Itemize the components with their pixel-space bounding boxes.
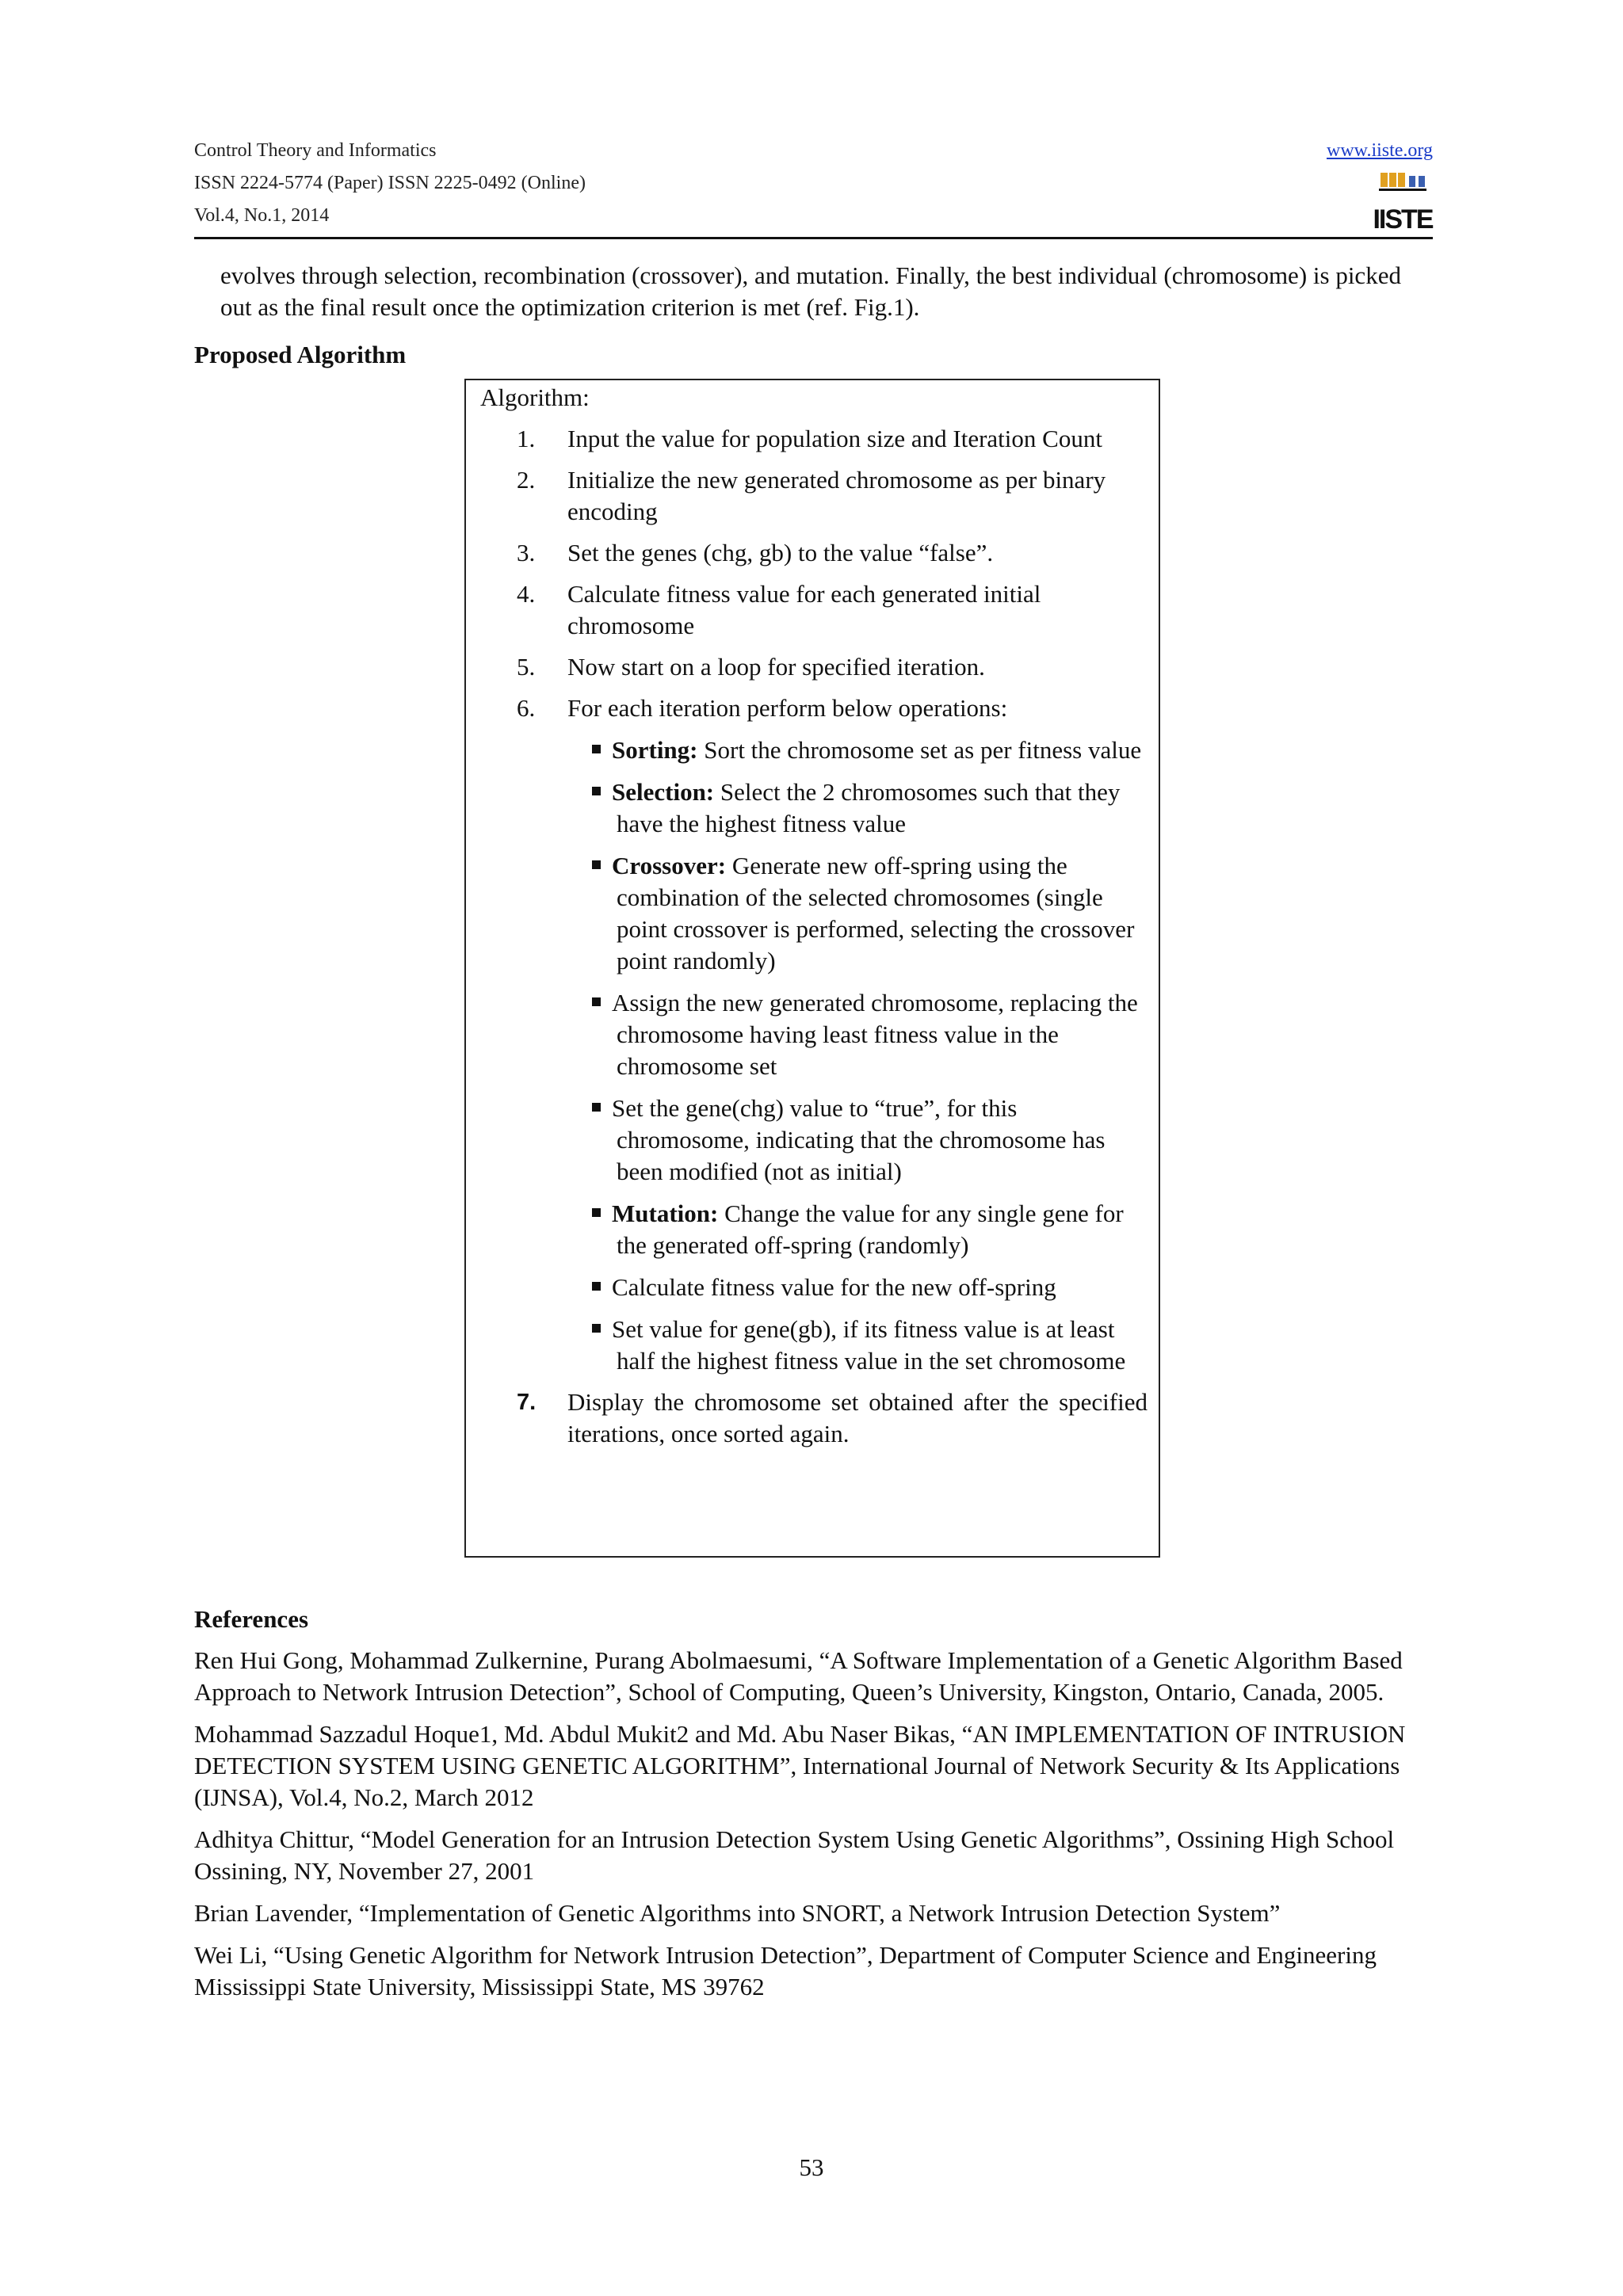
step-text: Set the genes (chg, gb) to the value “false”. [567, 539, 994, 566]
step-number: 6. [517, 694, 536, 722]
operation-label: Selection: [612, 778, 715, 806]
bullet-square-icon [592, 1103, 601, 1112]
journal-url-link[interactable]: www.iiste.org [1327, 140, 1433, 161]
bullet-square-icon [592, 1282, 601, 1291]
section-title: Proposed Algorithm [194, 341, 407, 368]
operation-item [567, 776, 1148, 840]
references-title: References [194, 1605, 309, 1633]
algorithm-title: Algorithm: [480, 383, 590, 411]
step-text: Input the value for population size and Iteration Count [567, 425, 1102, 452]
bullet-square-icon [592, 787, 601, 795]
algorithm-step [480, 464, 1148, 528]
step-text: For each iteration perform below operations: [567, 694, 1008, 722]
reference-item: Wei Li, “Using Genetic Algorithm for Network Intrusion Detection”, Department of Computer Science and Engineering Mississippi State University, Mississippi State, MS 39762 [194, 1941, 1377, 2000]
operation-text: Generate new off-spring using the combination of the selected chromosomes (single point crossover is performed, selecting the crossover point randomly) [617, 852, 1135, 974]
step-number: 1. [517, 425, 536, 452]
step-number: 2. [517, 466, 536, 494]
step-text: Initialize the new generated chromosome as per binary encoding [567, 466, 1106, 525]
step-number: 5. [517, 653, 536, 681]
step-number: 7. [517, 1390, 537, 1415]
algorithm-step [480, 651, 1148, 683]
algorithm-step [480, 692, 1148, 724]
bullet-square-icon [592, 1324, 601, 1333]
bullet-square-icon [592, 997, 601, 1006]
bullet-square-icon [592, 745, 601, 753]
operation-item [567, 1198, 1148, 1261]
reference-item: Mohammad Sazzadul Hoque1, Md. Abdul Mukit2 and Md. Abu Naser Bikas, “AN IMPLEMENTATION OF INTRUSION DETECTION SYSTEM USING GENETIC ALGORITHM”, International Journal of Network Security & Its Applications (IJNSA), Vol.4, No.2, March 2012 [194, 1720, 1406, 1811]
algorithm-step [480, 578, 1148, 642]
step-number: 3. [517, 539, 536, 566]
operation-label: Crossover: [612, 852, 727, 879]
page-number: 53 [799, 2153, 824, 2181]
issn-line: ISSN 2224-5774 (Paper) ISSN 2225-0492 (Online) [194, 173, 586, 193]
operations-list [567, 734, 1148, 1377]
operation-item [567, 734, 1148, 766]
intro-paragraph: evolves through selection, recombination (crossover), and mutation. Finally, the best individual (chromosome) is picked out as the final result once the optimization criterion is met (ref. Fig.1). [220, 261, 1401, 321]
operation-item [567, 1314, 1148, 1377]
operation-item [567, 1272, 1148, 1303]
operation-label: Mutation: [612, 1199, 719, 1227]
step-text: Calculate fitness value for each generated initial chromosome [567, 580, 1041, 639]
reference-item: Ren Hui Gong, Mohammad Zulkernine, Purang Abolmaesumi, “A Software Implementation of a Genetic Algorithm Based Approach to Network Intrusion Detection”, School of Computing, Queen’s University, Kingston, Ontario, Canada, 2005. [194, 1646, 1403, 1706]
reference-item: Adhitya Chittur, “Model Generation for an Intrusion Detection System Using Genetic Algorithms”, Ossining High School Ossining, NY, November 27, 2001 [194, 1825, 1395, 1885]
step-number: 4. [517, 580, 536, 608]
algorithm-step [480, 423, 1148, 455]
references-section [194, 1604, 1433, 2013]
operation-item [567, 1093, 1148, 1188]
algorithm-step [480, 537, 1148, 569]
header-rule [194, 237, 1433, 239]
reference-item: Brian Lavender, “Implementation of Genetic Algorithms into SNORT, a Network Intrusion Detection System” [194, 1899, 1281, 1927]
operation-text: Set value for gene(gb), if its fitness value is at least half the highest fitness value in the set chromosome [612, 1315, 1126, 1375]
operation-label: Sorting: [612, 736, 698, 764]
operation-text: Calculate fitness value for the new off-spring [612, 1273, 1056, 1301]
journal-name: Control Theory and Informatics [194, 140, 437, 161]
operation-text: Select the 2 chromosomes such that they have the highest fitness value [617, 778, 1121, 837]
logo-lettering: IISTE [1373, 204, 1433, 235]
volume-line: Vol.4, No.1, 2014 [194, 205, 330, 226]
algorithm-box [464, 379, 1160, 1558]
operation-text: Set the gene(chg) value to “true”, for this chromosome, indicating that the chromosome has been modified (not as initial) [612, 1094, 1106, 1185]
operation-item [567, 987, 1148, 1082]
iiste-logo [1373, 171, 1433, 235]
bullet-square-icon [592, 860, 601, 869]
step-text: Now start on a loop for specified iteration. [567, 653, 985, 681]
page-header [194, 135, 1433, 238]
operation-item [567, 850, 1148, 977]
operation-text: Sort the chromosome set as per fitness value [697, 736, 1142, 764]
operation-text: Change the value for any single gene for the generated off-spring (randomly) [617, 1199, 1124, 1259]
step-text: Display the chromosome set obtained after the specified iterations, once sorted again. [567, 1388, 1148, 1447]
bullet-square-icon [592, 1208, 601, 1217]
algorithm-step [480, 1386, 1148, 1450]
operation-text: Assign the new generated chromosome, replacing the chromosome having least fitness value in the chromosome set [612, 989, 1138, 1080]
